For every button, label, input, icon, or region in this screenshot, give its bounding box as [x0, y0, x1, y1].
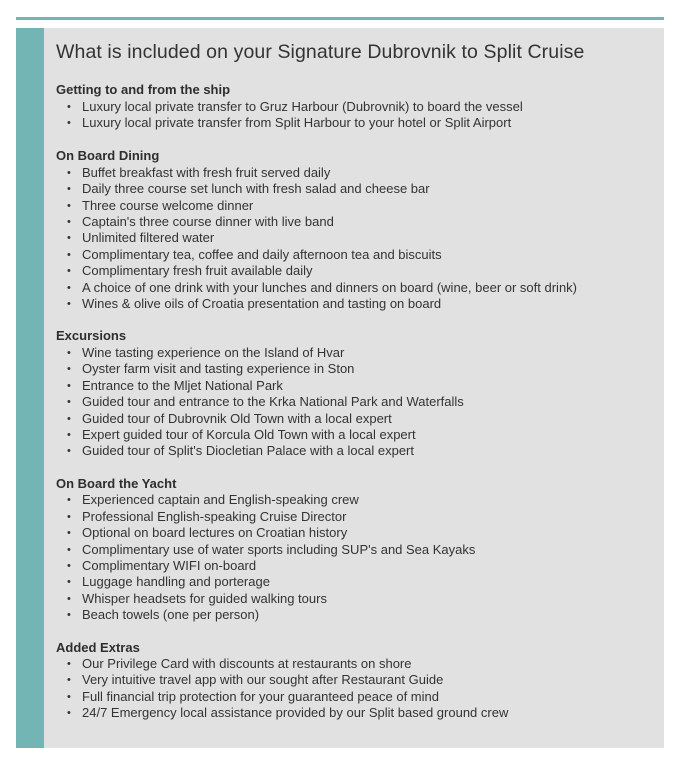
bullet-icon: •	[67, 298, 71, 311]
bullet-icon: •	[67, 116, 71, 129]
bullet-icon: •	[67, 609, 71, 622]
bullet-icon: •	[67, 248, 71, 261]
list-item	[67, 542, 656, 558]
list-item	[67, 296, 656, 312]
section-excursions	[56, 328, 656, 459]
bullet-icon: •	[67, 166, 71, 179]
list-item-text: Entrance to the Mljet National Park	[82, 377, 283, 393]
list-item	[67, 230, 656, 246]
list-item	[67, 247, 656, 263]
bullet-icon: •	[67, 674, 71, 687]
bullet-icon: •	[67, 559, 71, 572]
list-item-text: Daily three course set lunch with fresh salad and cheese bar	[82, 181, 430, 197]
inclusions-content	[56, 40, 656, 722]
list-item	[67, 99, 656, 115]
list-item	[67, 378, 656, 394]
top-divider	[16, 17, 664, 20]
inclusion-list	[56, 492, 656, 623]
section-title: Excursions	[56, 328, 127, 344]
bullet-icon: •	[67, 576, 71, 589]
section-title: Getting to and from the ship	[56, 82, 231, 97]
list-item-text: Complimentary fresh fruit available daily	[82, 263, 313, 279]
bullet-icon: •	[67, 216, 71, 229]
bullet-icon: •	[67, 281, 71, 294]
list-item	[67, 411, 656, 427]
list-item-text: Unlimited filtered water	[82, 230, 215, 246]
section-title: On Board the Yacht	[56, 475, 177, 491]
list-item	[67, 558, 656, 574]
bullet-icon: •	[67, 346, 71, 359]
list-item	[67, 198, 656, 214]
list-item	[67, 591, 656, 607]
list-item-text: Complimentary WIFI on-board	[82, 557, 257, 573]
section-title: On Board Dining	[56, 148, 160, 164]
list-item	[67, 705, 656, 721]
list-item-text: Experienced captain and English-speaking crew	[82, 492, 359, 508]
bullet-icon: •	[67, 510, 71, 523]
inclusion-list	[56, 345, 656, 460]
bullet-icon: •	[67, 429, 71, 441]
bullet-icon: •	[67, 707, 71, 720]
inclusion-list	[56, 99, 656, 132]
bullet-icon: •	[67, 199, 71, 212]
list-item	[67, 509, 656, 525]
bullet-icon: •	[67, 183, 71, 196]
list-item-text: Guided tour of Dubrovnik Old Town with a local expert	[82, 410, 392, 426]
bullet-icon: •	[67, 543, 71, 556]
accent-bar	[16, 28, 44, 748]
bullet-icon: •	[67, 363, 71, 376]
section-added-extras	[56, 640, 656, 722]
list-item-text: Beach towels (one per person)	[82, 607, 260, 623]
list-item	[67, 280, 656, 296]
list-item-text: Professional English-speaking Cruise Director	[82, 508, 347, 524]
list-item-text: Luxury local private transfer to Gruz Harbour (Dubrovnik) to board the vessel	[82, 98, 523, 114]
bullet-icon: •	[67, 100, 71, 113]
section-title: Added Extras	[56, 639, 140, 655]
list-item	[67, 181, 656, 197]
list-item	[67, 689, 656, 705]
list-item-text: Wine tasting experience on the Island of Hvar	[82, 344, 345, 360]
list-item-text: Expert guided tour of Korcula Old Town with a local expert	[82, 427, 416, 442]
list-item	[67, 214, 656, 230]
list-item	[67, 115, 656, 131]
section-on-board-dining	[56, 148, 656, 312]
list-item-text: Complimentary use of water sports including SUP's and Sea Kayaks	[82, 541, 476, 557]
bullet-icon: •	[67, 265, 71, 278]
list-item-text: A choice of one drink with your lunches and dinners on board (wine, beer or soft drink)	[82, 279, 577, 295]
sections-container	[56, 82, 656, 722]
list-item	[67, 607, 656, 623]
bullet-icon: •	[67, 445, 71, 458]
list-item-text: Our Privilege Card with discounts at restaurants on shore	[82, 656, 412, 672]
page-title: What is included on your Signature Dubrovnik to Split Cruise	[56, 41, 585, 63]
list-item-text: Guided tour of Split's Diocletian Palace with a local expert	[82, 443, 414, 459]
list-item-text: Buffet breakfast with fresh fruit served daily	[82, 164, 331, 180]
list-item	[67, 656, 656, 672]
list-item-text: Luxury local private transfer from Split Harbour to your hotel or Split Airport	[82, 114, 512, 130]
list-item-text: Guided tour and entrance to the Krka National Park and Waterfalls	[82, 394, 464, 410]
inclusion-list	[56, 656, 656, 722]
list-item	[67, 394, 656, 410]
list-item	[67, 492, 656, 508]
list-item	[67, 525, 656, 541]
list-item-text: Whisper headsets for guided walking tours	[82, 590, 327, 606]
inclusions-panel	[16, 28, 664, 748]
section-on-board-the-yacht	[56, 476, 656, 624]
list-item-text: Full financial trip protection for your guaranteed peace of mind	[82, 688, 439, 704]
list-item	[67, 672, 656, 688]
list-item-text: Wines & olive oils of Croatia presentation and tasting on board	[82, 296, 442, 312]
inclusion-list	[56, 165, 656, 313]
bullet-icon: •	[67, 412, 71, 425]
list-item-text: Three course welcome dinner	[82, 197, 254, 213]
list-item	[67, 345, 656, 361]
list-item-text: Complimentary tea, coffee and daily afternoon tea and biscuits	[82, 246, 442, 262]
list-item-text: Captain's three course dinner with live band	[82, 214, 334, 230]
bullet-icon: •	[67, 494, 71, 507]
bullet-icon: •	[67, 379, 71, 392]
list-item-text: Oyster farm visit and tasting experience in Ston	[82, 361, 355, 377]
list-item-text: 24/7 Emergency local assistance provided by our Split based ground crew	[82, 705, 509, 721]
bullet-icon: •	[67, 232, 71, 245]
bullet-icon: •	[67, 592, 71, 605]
list-item	[67, 263, 656, 279]
bullet-icon: •	[67, 690, 71, 703]
list-item-text: Very intuitive travel app with our sought after Restaurant Guide	[82, 672, 444, 688]
list-item	[67, 165, 656, 181]
bullet-icon: •	[67, 527, 71, 540]
bullet-icon: •	[67, 658, 71, 671]
list-item	[67, 574, 656, 590]
section-getting-to-and-from-the-ship	[56, 82, 656, 131]
list-item-text: Luggage handling and porterage	[82, 574, 270, 590]
bullet-icon: •	[67, 396, 71, 409]
list-item-text: Optional on board lectures on Croatian history	[82, 525, 348, 541]
list-item	[67, 361, 656, 377]
list-item	[67, 443, 656, 459]
list-item	[67, 427, 656, 443]
